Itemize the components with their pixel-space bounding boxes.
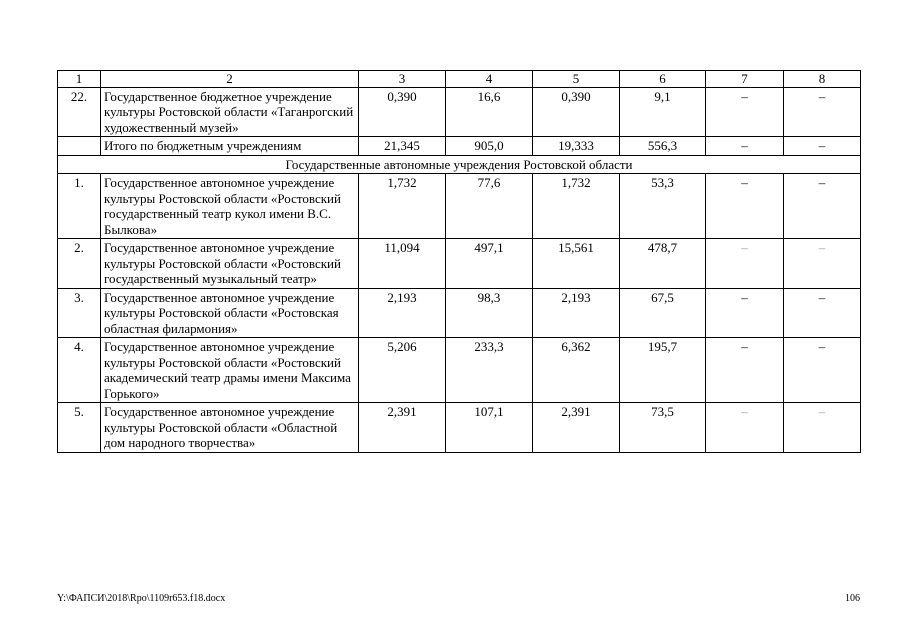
cell-value: –: [706, 338, 784, 403]
table-row: [58, 403, 861, 453]
cell-value: –: [706, 174, 784, 239]
column-number-row: [58, 71, 861, 88]
cell-value: 6,362: [533, 338, 620, 403]
institution-name: Государственное автономное учреждение культуры Ростовской области «Ростовский государственный театр кукол имени В.С. Былкова»: [101, 174, 359, 239]
cell-value: 98,3: [446, 288, 533, 338]
cell-value: –: [706, 239, 784, 289]
cell-value: –: [784, 338, 861, 403]
cell-value: 107,1: [446, 403, 533, 453]
cell-value: –: [784, 174, 861, 239]
cell-value: 5,206: [359, 338, 446, 403]
cell-value: 2,193: [533, 288, 620, 338]
cell-value: 15,561: [533, 239, 620, 289]
cell-value: –: [784, 87, 861, 137]
cell-value: 556,3: [620, 137, 706, 156]
row-number: 5.: [58, 403, 101, 453]
cell-value: –: [706, 137, 784, 156]
table-row: [58, 174, 861, 239]
column-header: 6: [620, 71, 706, 88]
column-header: 4: [446, 71, 533, 88]
institution-name: Государственное автономное учреждение культуры Ростовской области «Ростовский академический театр драмы имени Максима Горького»: [101, 338, 359, 403]
column-header: 7: [706, 71, 784, 88]
cell-value: –: [706, 288, 784, 338]
cell-value: –: [706, 403, 784, 453]
cell-value: –: [784, 137, 861, 156]
cell-value: –: [784, 288, 861, 338]
cell-value: 0,390: [533, 87, 620, 137]
cell-value: 1,732: [359, 174, 446, 239]
cell-value: –: [784, 403, 861, 453]
cell-value: 2,391: [359, 403, 446, 453]
cell-value: 53,3: [620, 174, 706, 239]
section-title: Государственные автономные учреждения Ростовской области: [58, 155, 861, 174]
institution-name: Государственное автономное учреждение культуры Ростовской области «Областной дом народного творчества»: [101, 403, 359, 453]
section-row: [58, 155, 861, 174]
file-path-footer: Y:\ФАПСИ\2018\Rpo\1109r653.f18.docx: [57, 593, 226, 604]
table-row: [58, 338, 861, 403]
cell-value: 497,1: [446, 239, 533, 289]
column-header: 3: [359, 71, 446, 88]
total-label: Итого по бюджетным учреждениям: [101, 137, 359, 156]
cell-value: 233,3: [446, 338, 533, 403]
row-number: 4.: [58, 338, 101, 403]
column-header: 5: [533, 71, 620, 88]
cell-value: 905,0: [446, 137, 533, 156]
row-number: 22.: [58, 87, 101, 137]
cell-value: 2,391: [533, 403, 620, 453]
table-row: [58, 288, 861, 338]
cell-value: 77,6: [446, 174, 533, 239]
column-header: 2: [101, 71, 359, 88]
cell-value: –: [706, 87, 784, 137]
data-table: [57, 70, 861, 453]
cell-value: 2,193: [359, 288, 446, 338]
cell-value: 0,390: [359, 87, 446, 137]
total-row: [58, 137, 861, 156]
institution-name: Государственное автономное учреждение культуры Ростовской области «Ростовский государственный музыкальный театр»: [101, 239, 359, 289]
page-number: 106: [845, 593, 860, 604]
cell-value: 478,7: [620, 239, 706, 289]
cell-value: 67,5: [620, 288, 706, 338]
row-number: 1.: [58, 174, 101, 239]
table-row: [58, 87, 861, 137]
institution-name: Государственное автономное учреждение культуры Ростовской области «Ростовская областная филармония»: [101, 288, 359, 338]
row-number: 2.: [58, 239, 101, 289]
table-row: [58, 239, 861, 289]
column-header: 8: [784, 71, 861, 88]
cell-value: 11,094: [359, 239, 446, 289]
cell-value: 1,732: [533, 174, 620, 239]
cell-value: 73,5: [620, 403, 706, 453]
cell-value: 21,345: [359, 137, 446, 156]
cell-value: 195,7: [620, 338, 706, 403]
cell-value: 19,333: [533, 137, 620, 156]
column-header: 1: [58, 71, 101, 88]
row-number: [58, 137, 101, 156]
cell-value: 16,6: [446, 87, 533, 137]
cell-value: 9,1: [620, 87, 706, 137]
cell-value: –: [784, 239, 861, 289]
institution-name: Государственное бюджетное учреждение культуры Ростовской области «Таганрогский художественный музей»: [101, 87, 359, 137]
row-number: 3.: [58, 288, 101, 338]
